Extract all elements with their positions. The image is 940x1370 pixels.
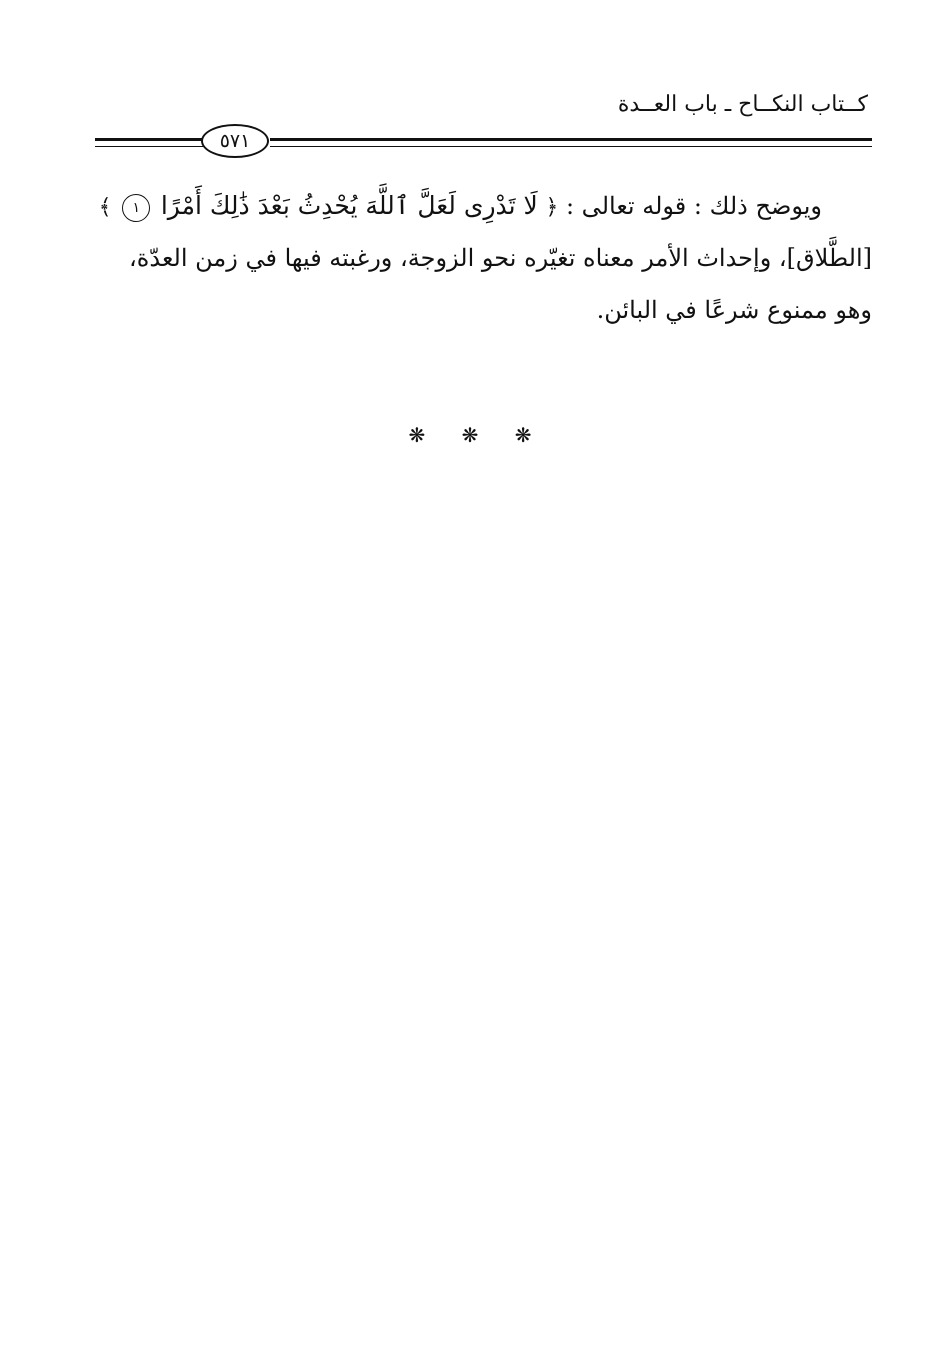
header-rule-left-thick xyxy=(95,138,203,141)
page-number xyxy=(201,124,269,158)
ayah-number-marker: ١ xyxy=(122,194,150,222)
page-number-text: ٥٧١ xyxy=(219,129,251,152)
header-rule-right-thick xyxy=(270,138,872,141)
paragraph-line-2: [الطَّلاق]، وإحداث الأمر معناه تغيّره نحو الزوجة، ورغبته فيها في زمن العدّة، xyxy=(129,244,872,272)
paragraph-line-3: وهو ممنوع شرعًا في البائن. xyxy=(596,296,872,324)
separator-star-icon: ❋ xyxy=(408,423,426,447)
intro-text: ويوضح ذلك : قوله تعالى : xyxy=(565,192,822,220)
paragraph-line-1 xyxy=(82,180,872,232)
quran-verse: لَا تَدْرِى لَعَلَّ ٱللَّهَ يُحْدِثُ بَعْدَ ذَٰلِكَ أَمْرًا xyxy=(160,191,538,220)
header-rule-right-thin xyxy=(270,146,872,147)
header-rule-left-thin xyxy=(95,146,203,147)
running-head-title: كــتاب النكــاح ـ باب العــدة xyxy=(617,92,868,117)
verse-close-bracket: ﴾ xyxy=(98,195,112,220)
separator-star-icon: ❋ xyxy=(514,423,532,447)
body-paragraph xyxy=(82,180,872,336)
section-separator xyxy=(0,423,940,447)
verse-open-bracket: ﴿ xyxy=(545,195,559,220)
separator-star-icon: ❋ xyxy=(461,423,479,447)
